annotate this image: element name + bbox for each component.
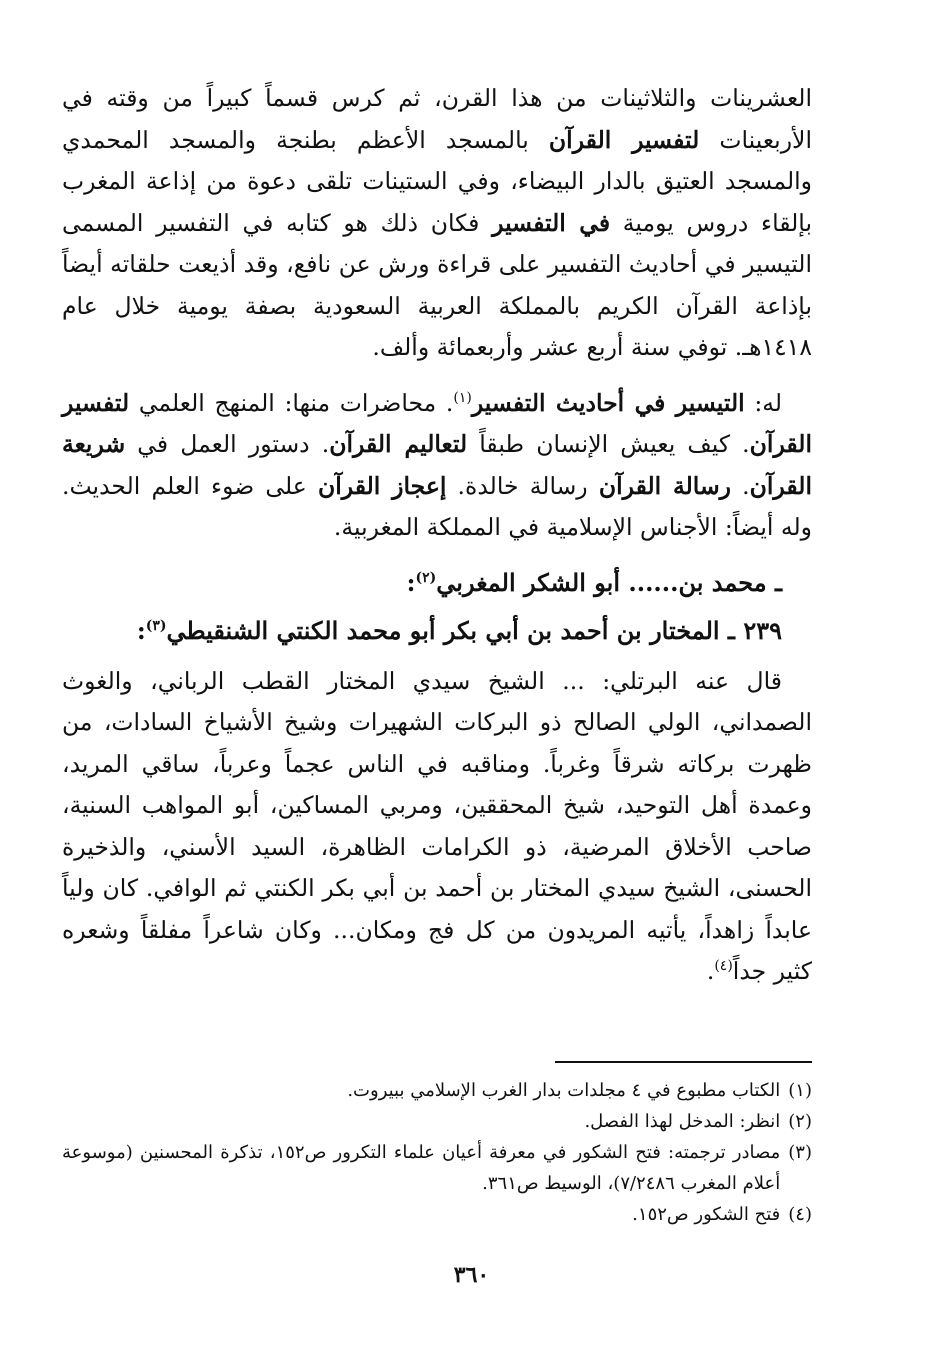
text-run: . محاضرات منها: المنهج العلمي: [129, 388, 454, 417]
text-run: . كيف يعيش الإنسان طبقاً: [467, 430, 750, 458]
bold-term: إعجاز القرآن: [317, 471, 447, 500]
page-body: [62, 78, 812, 993]
text-run: .: [706, 957, 715, 985]
bold-term: لتفسير القرآن: [62, 388, 812, 458]
footnote-number: (٤): [788, 1204, 812, 1225]
text-run: قال عنه البرتلي: ... الشيخ سيدي المختار القطب الرباني، والغوث الصمداني، الولي الصالح ذو البركات الشهيرات وشيخ الأشياخ السادات، من ظهرت بركاته شرقاً وغرباً. ومناقبه في الناس عجماً وعرباً، ساقي المريد، وعمدة أهل التوحيد، شيخ المحققين، ومربي المساكين، أبو المواهب السنية، صاحب الأخلاق المرضية، ذو الكرامات الظاهرة، السيد الأسني، والذخيرة الحسنى، الشيخ سيدي المختار بن أحمد بن أبي بكر الكنتي ثم الوافي. كان ولياً عابداً زاهداً، يأتيه المريدون من كل فج ومكان... وكان شاعراً مفلقاً وشعره كثير جداً: [62, 666, 812, 985]
footnote-text: فتح الشكور ص١٥٢.: [632, 1204, 781, 1225]
text-run: بالمسجد الأعظم بطنجة والمسجد المحمدي والمسجد العتيق بالدار البيضاء، وفي الستينات تلقى دعوة من إذاعة المغرب بإلقاء دروس يومية: [62, 125, 812, 237]
entry-colon: :: [406, 567, 416, 597]
footnote-2: [62, 1106, 812, 1137]
paragraph-biography-end: [62, 78, 812, 369]
text-run: رسالة خالدة.: [446, 471, 599, 500]
paragraph-works: [62, 383, 812, 549]
bold-term: التيسير في أحاديث التفسير: [471, 388, 745, 417]
footnote-number: (٣): [788, 1142, 812, 1163]
page-number: ٣٦٠: [453, 1262, 490, 1288]
footnote-separator: [555, 1061, 812, 1063]
footnote-ref-3[interactable]: (٣): [145, 617, 167, 634]
text-run: . دستور العمل في: [125, 430, 330, 458]
bold-term: لتفسير القرآن: [548, 125, 700, 154]
footnote-text: انظر: المدخل لهذا الفصل.: [584, 1111, 781, 1132]
footnote-ref-4[interactable]: (٤): [714, 958, 733, 975]
bold-term: لتعاليم القرآن: [329, 430, 468, 458]
footnote-text: مصادر ترجمته: فتح الشكور في معرفة أعيان علماء التكرور ص١٥٢، تذكرة المحسنين (موسوعة أعلام المغرب ٧/٢٤٨٦)، الوسيط ص٣٦١.: [62, 1142, 781, 1194]
text-run: فكان ذلك هو كتابه في التفسير المسمى التيسير في أحاديث التفسير على قراءة ورش عن نافع، وقد أذيعت حلقاته أيضاً بإذاعة القرآن الكريم بالمملكة العربية السعودية بصفة يومية خلال عام ١٤١٨هـ. توفي سنة أربع عشر وأربعمائة وألف.: [62, 208, 812, 361]
footnote-number: (٢): [788, 1111, 812, 1132]
footnote-ref-1[interactable]: (١): [453, 389, 472, 406]
footnote-1: [62, 1075, 812, 1106]
footnote-3: [62, 1137, 812, 1199]
entry-heading-239: [62, 611, 812, 651]
paragraph-al-bartali-quote: [62, 661, 812, 993]
bold-term: رسالة القرآن: [598, 471, 731, 500]
entry-heading-abu-al-shukr: [62, 563, 812, 603]
footnote-text: الكتاب مطبوع في ٤ مجلدات بدار الغرب الإسلامي ببيروت.: [347, 1080, 781, 1101]
text-run: له:: [744, 388, 783, 417]
text-run: .: [731, 471, 750, 500]
footnote-number: (١): [788, 1080, 812, 1101]
text-run: على ضوء العلم الحديث. وله أيضاً: الأجناس الإسلامية في المملكة المغربية.: [62, 471, 812, 541]
bold-term: شريعة القرآن: [62, 430, 812, 500]
footnotes: [62, 1075, 812, 1230]
entry-title: ـ محمد بن...... أبو الشكر المغربي: [436, 567, 782, 597]
footnote-4: [62, 1199, 812, 1230]
text-run: العشرينات والثلاثينات من هذا القرن، ثم كرس قسماً كبيراً من وقته في الأربعينات: [62, 84, 812, 154]
bold-term: في التفسير: [492, 208, 611, 237]
entry-title: ٢٣٩ ـ المختار بن أحمد بن أبي بكر أبو محمد الكنتي الشنقيطي: [166, 615, 782, 645]
footnote-ref-2[interactable]: (٢): [415, 569, 437, 586]
entry-colon: :: [136, 615, 146, 645]
